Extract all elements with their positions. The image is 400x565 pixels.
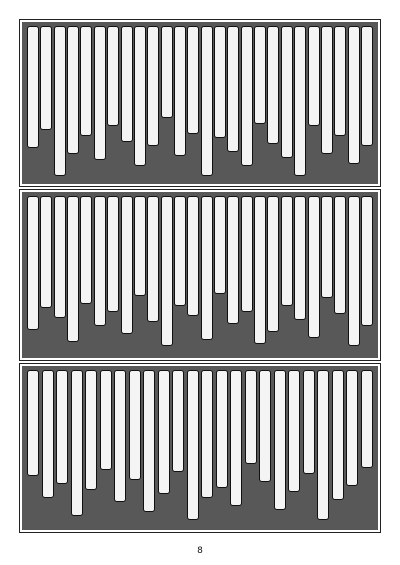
text-column (334, 26, 346, 136)
text-column (288, 370, 300, 492)
text-column (227, 196, 239, 324)
text-column (134, 26, 146, 166)
text-column (71, 370, 83, 516)
text-column (361, 370, 373, 468)
text-column (346, 370, 358, 486)
text-column (27, 26, 39, 148)
text-column (27, 370, 39, 476)
text-column (147, 26, 159, 146)
manga-page (16, 16, 384, 536)
text-column (332, 370, 344, 500)
text-column (317, 370, 329, 520)
text-column (321, 196, 333, 298)
text-column (267, 26, 279, 144)
text-column (303, 370, 315, 474)
text-column (274, 370, 286, 510)
text-column (80, 196, 92, 304)
text-column (214, 196, 226, 294)
text-column (201, 26, 213, 176)
text-column (40, 26, 52, 130)
text-column (94, 196, 106, 326)
text-column (348, 196, 360, 346)
text-column (245, 370, 257, 464)
text-column (187, 26, 199, 134)
text-column (294, 26, 306, 176)
text-column (114, 370, 126, 502)
text-column (361, 196, 373, 326)
text-column (67, 196, 79, 342)
text-column (241, 26, 253, 166)
text-column (214, 26, 226, 138)
text-column (42, 370, 54, 498)
text-column (281, 26, 293, 158)
text-column (100, 370, 112, 470)
text-column (187, 370, 199, 520)
text-column (294, 196, 306, 320)
text-column (348, 26, 360, 164)
text-column (161, 196, 173, 346)
text-column (267, 196, 279, 332)
text-column (54, 196, 66, 318)
text-column (158, 370, 170, 494)
panel-top (20, 20, 380, 186)
text-column (56, 370, 68, 484)
text-column (27, 196, 39, 330)
text-column (174, 26, 186, 156)
text-column (334, 196, 346, 314)
text-column (54, 26, 66, 176)
text-column (187, 196, 199, 316)
text-column (107, 196, 119, 312)
panel-middle (20, 190, 380, 360)
text-column (321, 26, 333, 154)
text-column (143, 370, 155, 512)
text-column (107, 26, 119, 126)
text-column (121, 26, 133, 142)
text-column (361, 26, 373, 146)
text-column (161, 26, 173, 118)
text-column (201, 370, 213, 498)
text-column (121, 196, 133, 334)
text-column (216, 370, 228, 488)
text-column (259, 370, 271, 482)
text-column (174, 196, 186, 306)
text-column (80, 26, 92, 136)
text-column (308, 196, 320, 338)
page-number: 8 (197, 546, 203, 556)
panel-bottom (20, 364, 380, 532)
text-column (230, 370, 242, 506)
text-column (129, 370, 141, 480)
text-column (40, 196, 52, 308)
text-column (94, 26, 106, 160)
text-column (201, 196, 213, 340)
text-column (172, 370, 184, 472)
text-column (85, 370, 97, 490)
text-column (227, 26, 239, 152)
text-column (241, 196, 253, 312)
text-column (254, 196, 266, 344)
text-column (308, 26, 320, 126)
text-column (67, 26, 79, 154)
text-column (147, 196, 159, 322)
text-column (281, 196, 293, 306)
text-column (134, 196, 146, 296)
text-column (254, 26, 266, 124)
